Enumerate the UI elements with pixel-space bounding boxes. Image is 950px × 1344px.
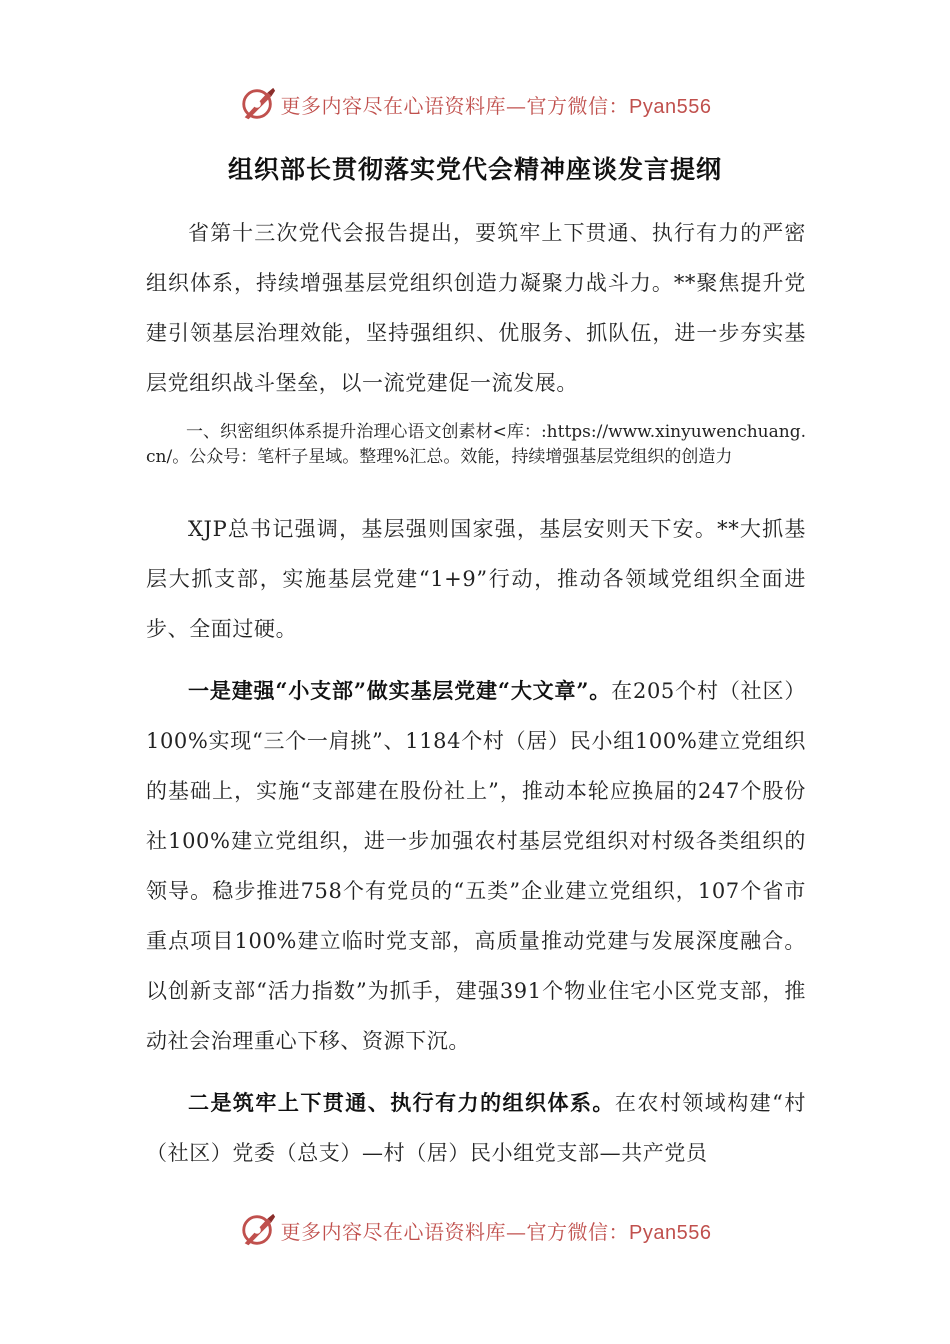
- point-1-paragraph: [146, 666, 806, 1066]
- banner-wechat-id: Pyan556: [629, 1221, 712, 1244]
- footer-banner: [0, 1210, 950, 1250]
- banner-wechat-id: Pyan556: [629, 95, 712, 118]
- banner-wechat-label: 官方微信：: [526, 93, 630, 118]
- point-2-lead: 二是筑牢上下贯通、执行有力的组织体系。: [188, 1090, 615, 1115]
- banner-text: [281, 1216, 712, 1245]
- point-2-body: 在农村领域构建“村（社区）党委（总支）—村（居）民小组党支部—共产党员: [146, 1091, 806, 1165]
- banner-text: [281, 90, 712, 119]
- point-2-paragraph: [146, 1078, 806, 1178]
- banner-sep: —: [506, 1219, 527, 1244]
- xjp-paragraph: XJP总书记强调，基层强则国家强，基层安则天下安。**大抓基层大抓支部，实施基层党建“1+9”行动，推动各领域党组织全面进步、全面过硬。: [146, 517, 806, 641]
- pen-logo-icon: [239, 1211, 277, 1249]
- point-1-body: 在205个村（社区）100%实现“三个一肩挑”、1184个村（居）民小组100%建立党组织的基础上，实施“支部建在股份社上”，推动本轮应换届的247个股份社100%建立党组织，进一步加强农村基层党组织对村级各类组织的领导。稳步推进758个有党员的“五类”企业建立党组织，107个省市重点项目100%建立临时党支部，高质量推动党建与发展深度融合。以创新支部“活力指数”为抓手，建强391个物业住宅小区党支部，推动社会治理重心下移、资源下沉。: [146, 679, 806, 1053]
- header-banner: [0, 84, 950, 124]
- intro-paragraph: 省第十三次党代会报告提出，要筑牢上下贯通、执行有力的严密组织体系，持续增强基层党组织创造力凝聚力战斗力。**聚焦提升党建引领基层治理效能，坚持强组织、优服务、抓队伍，进一步夯实基层党组织战斗堡垒，以一流党建促一流发展。: [146, 221, 806, 395]
- pen-logo-icon: [239, 85, 277, 123]
- banner-main: 更多内容尽在心语资料库: [280, 93, 507, 118]
- page-title: 组织部长贯彻落实党代会精神座谈发言提纲: [227, 155, 722, 184]
- banner-sep: —: [506, 93, 527, 118]
- banner-main: 更多内容尽在心语资料库: [280, 1219, 507, 1244]
- point-1-lead: 一是建强“小支部”做实基层党建“大文章”。: [188, 678, 612, 703]
- section-1-heading: 一、织密组织体系提升治理心语文创素材<库：:https://www.xinyuwenchuang.cn/。公众号：笔杆子星域。整理%汇总。效能，持续增强基层党组织的创造力: [146, 422, 806, 467]
- banner-wechat-label: 官方微信：: [526, 1219, 630, 1244]
